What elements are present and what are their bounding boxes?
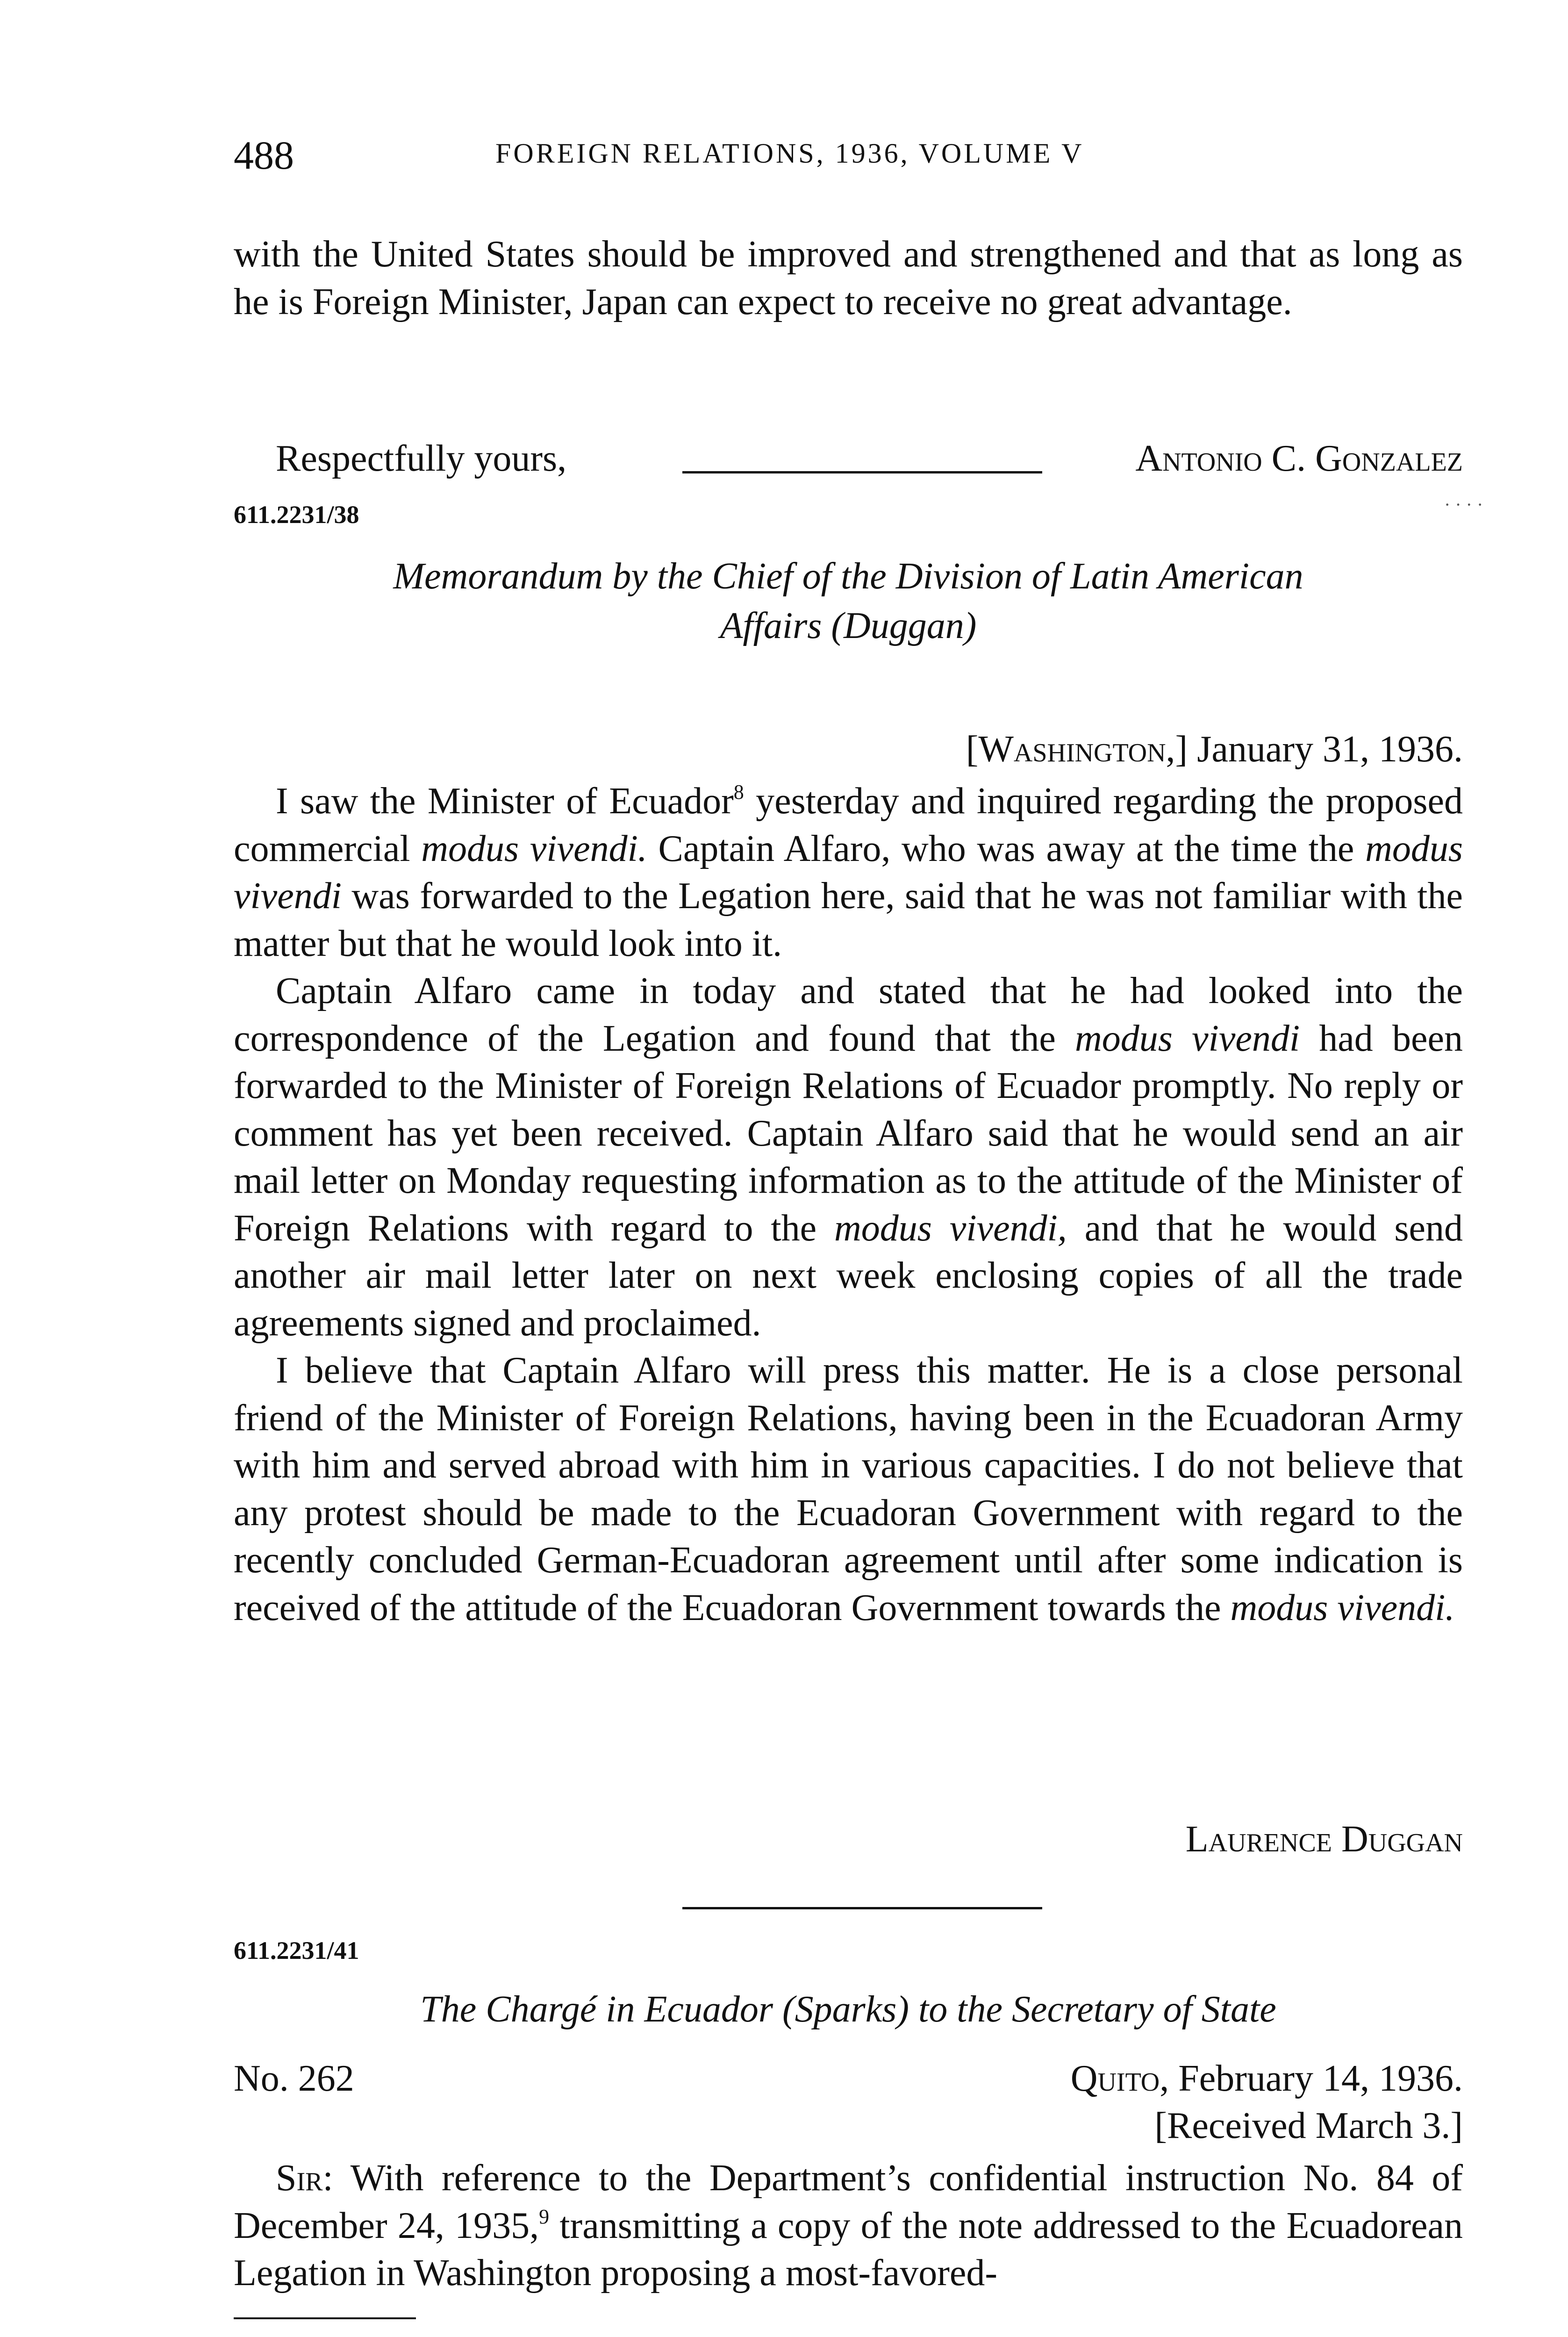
document-title: [234, 552, 1463, 651]
section-divider: [682, 471, 1042, 473]
page-header: [234, 132, 1463, 183]
text-run: had been forwarded to the Minister of Foreign Relations of Ecuador promptly. No reply or comment has yet been received. Captain Alfaro said that he would send an air mail letter on Monday requesting information as to the attitude of the Minister of Foreign Relations with regard to the: [234, 1018, 1463, 1249]
dateline-place: [Washington,]: [966, 729, 1188, 770]
title-line: The Chargé in Ecuador (Sparks) to the Secretary of State: [420, 1989, 1276, 2030]
file-number: 611.2231/41: [234, 1936, 359, 1964]
italic-term: modus vivendi,: [834, 1207, 1067, 1249]
memo-paragraph-2: [234, 968, 1463, 1347]
despatch-number: No. 262: [234, 2058, 354, 2099]
text-run: yesterday and inquired regarding the proposed commercial: [234, 781, 1463, 869]
file-number: 611.2231/38: [234, 501, 359, 529]
running-head: FOREIGN RELATIONS, 1936, VOLUME V: [495, 138, 1084, 169]
text-run: I saw the Minister of Ecuador: [276, 781, 734, 822]
signature-duggan: Laurence Duggan: [1185, 1819, 1463, 1860]
text-run: I believe that Captain Alfaro will press this matter. He is a close personal friend of the Minister of Foreign Relations, having been in the Ecuadoran Army with him and served abroad with him in various capacities. I do not believe that any protest should be made to the Ecuadoran Government with regard to the recently concluded German-Ecuadoran agreement until after some indication is received of the attitude of the Ecuadoran Government towards the: [234, 1350, 1463, 1628]
text-run: With reference to the Department’s confidential instruction No. 84 of December 24, 1935,: [234, 2158, 1463, 2246]
dateline-date: February 14, 1936.: [1178, 2058, 1463, 2099]
memo-paragraph-3: [234, 1347, 1463, 1632]
memorandum-body: [234, 778, 1463, 1632]
memo-paragraph-1: [234, 778, 1463, 968]
text-run: and that he would send another air mail letter later on next week enclosing copies of all the trade agreements signed and proclaimed.: [234, 1207, 1463, 1344]
text-run: was forwarded to the Legation here, said that he was not familiar with the matter but that he would look into it.: [234, 875, 1463, 964]
margin-mark: · · · ·: [1444, 494, 1483, 515]
document-title: [234, 1985, 1463, 2034]
title-line-2: Affairs (Duggan): [720, 605, 977, 646]
footnote-ref: 8: [733, 781, 744, 804]
footnote-rule: [234, 2317, 416, 2319]
text-run: Captain Alfaro, who was away at the time the: [647, 828, 1366, 869]
despatch-body: [234, 2155, 1463, 2297]
text-run: transmitting a copy of the note addressed to the Ecuadorean Legation in Washington proposing a most-favored-: [234, 2205, 1463, 2294]
title-line-1: Memorandum by the Chief of the Division of Latin American: [393, 556, 1303, 597]
closing-phrase: Respectfully yours,: [276, 438, 567, 479]
text-run: Captain Alfaro came in today and stated that he had looked into the correspondence of the Legation and found that the: [234, 970, 1463, 1059]
dateline-date: January 31, 1936.: [1197, 729, 1463, 770]
salutation: Sir:: [276, 2158, 333, 2199]
dateline: [234, 728, 1463, 771]
italic-term: modus vivendi.: [421, 828, 647, 869]
italic-term: modus vivendi: [1075, 1018, 1300, 1059]
dateline: [234, 2057, 1463, 2100]
page-number: 488: [234, 133, 294, 178]
signature-gonzalez: Antonio C. Gonzalez: [1135, 438, 1463, 479]
dateline-place: Quito,: [1070, 2058, 1169, 2099]
despatch-paragraph-1: [234, 2155, 1463, 2297]
italic-term: modus vivendi: [234, 828, 1463, 917]
continuation-paragraph: [234, 231, 1463, 326]
section-divider: [682, 1907, 1042, 1909]
italic-term: modus vivendi.: [1230, 1587, 1455, 1628]
footnote-ref: 9: [539, 2205, 550, 2228]
received-date: [Received March 3.]: [1154, 2105, 1463, 2146]
continuation-text: with the United States should be improved and strengthened and that as long as he is Foreign Minister, Japan can expect to receive no great advantage.: [234, 234, 1463, 323]
